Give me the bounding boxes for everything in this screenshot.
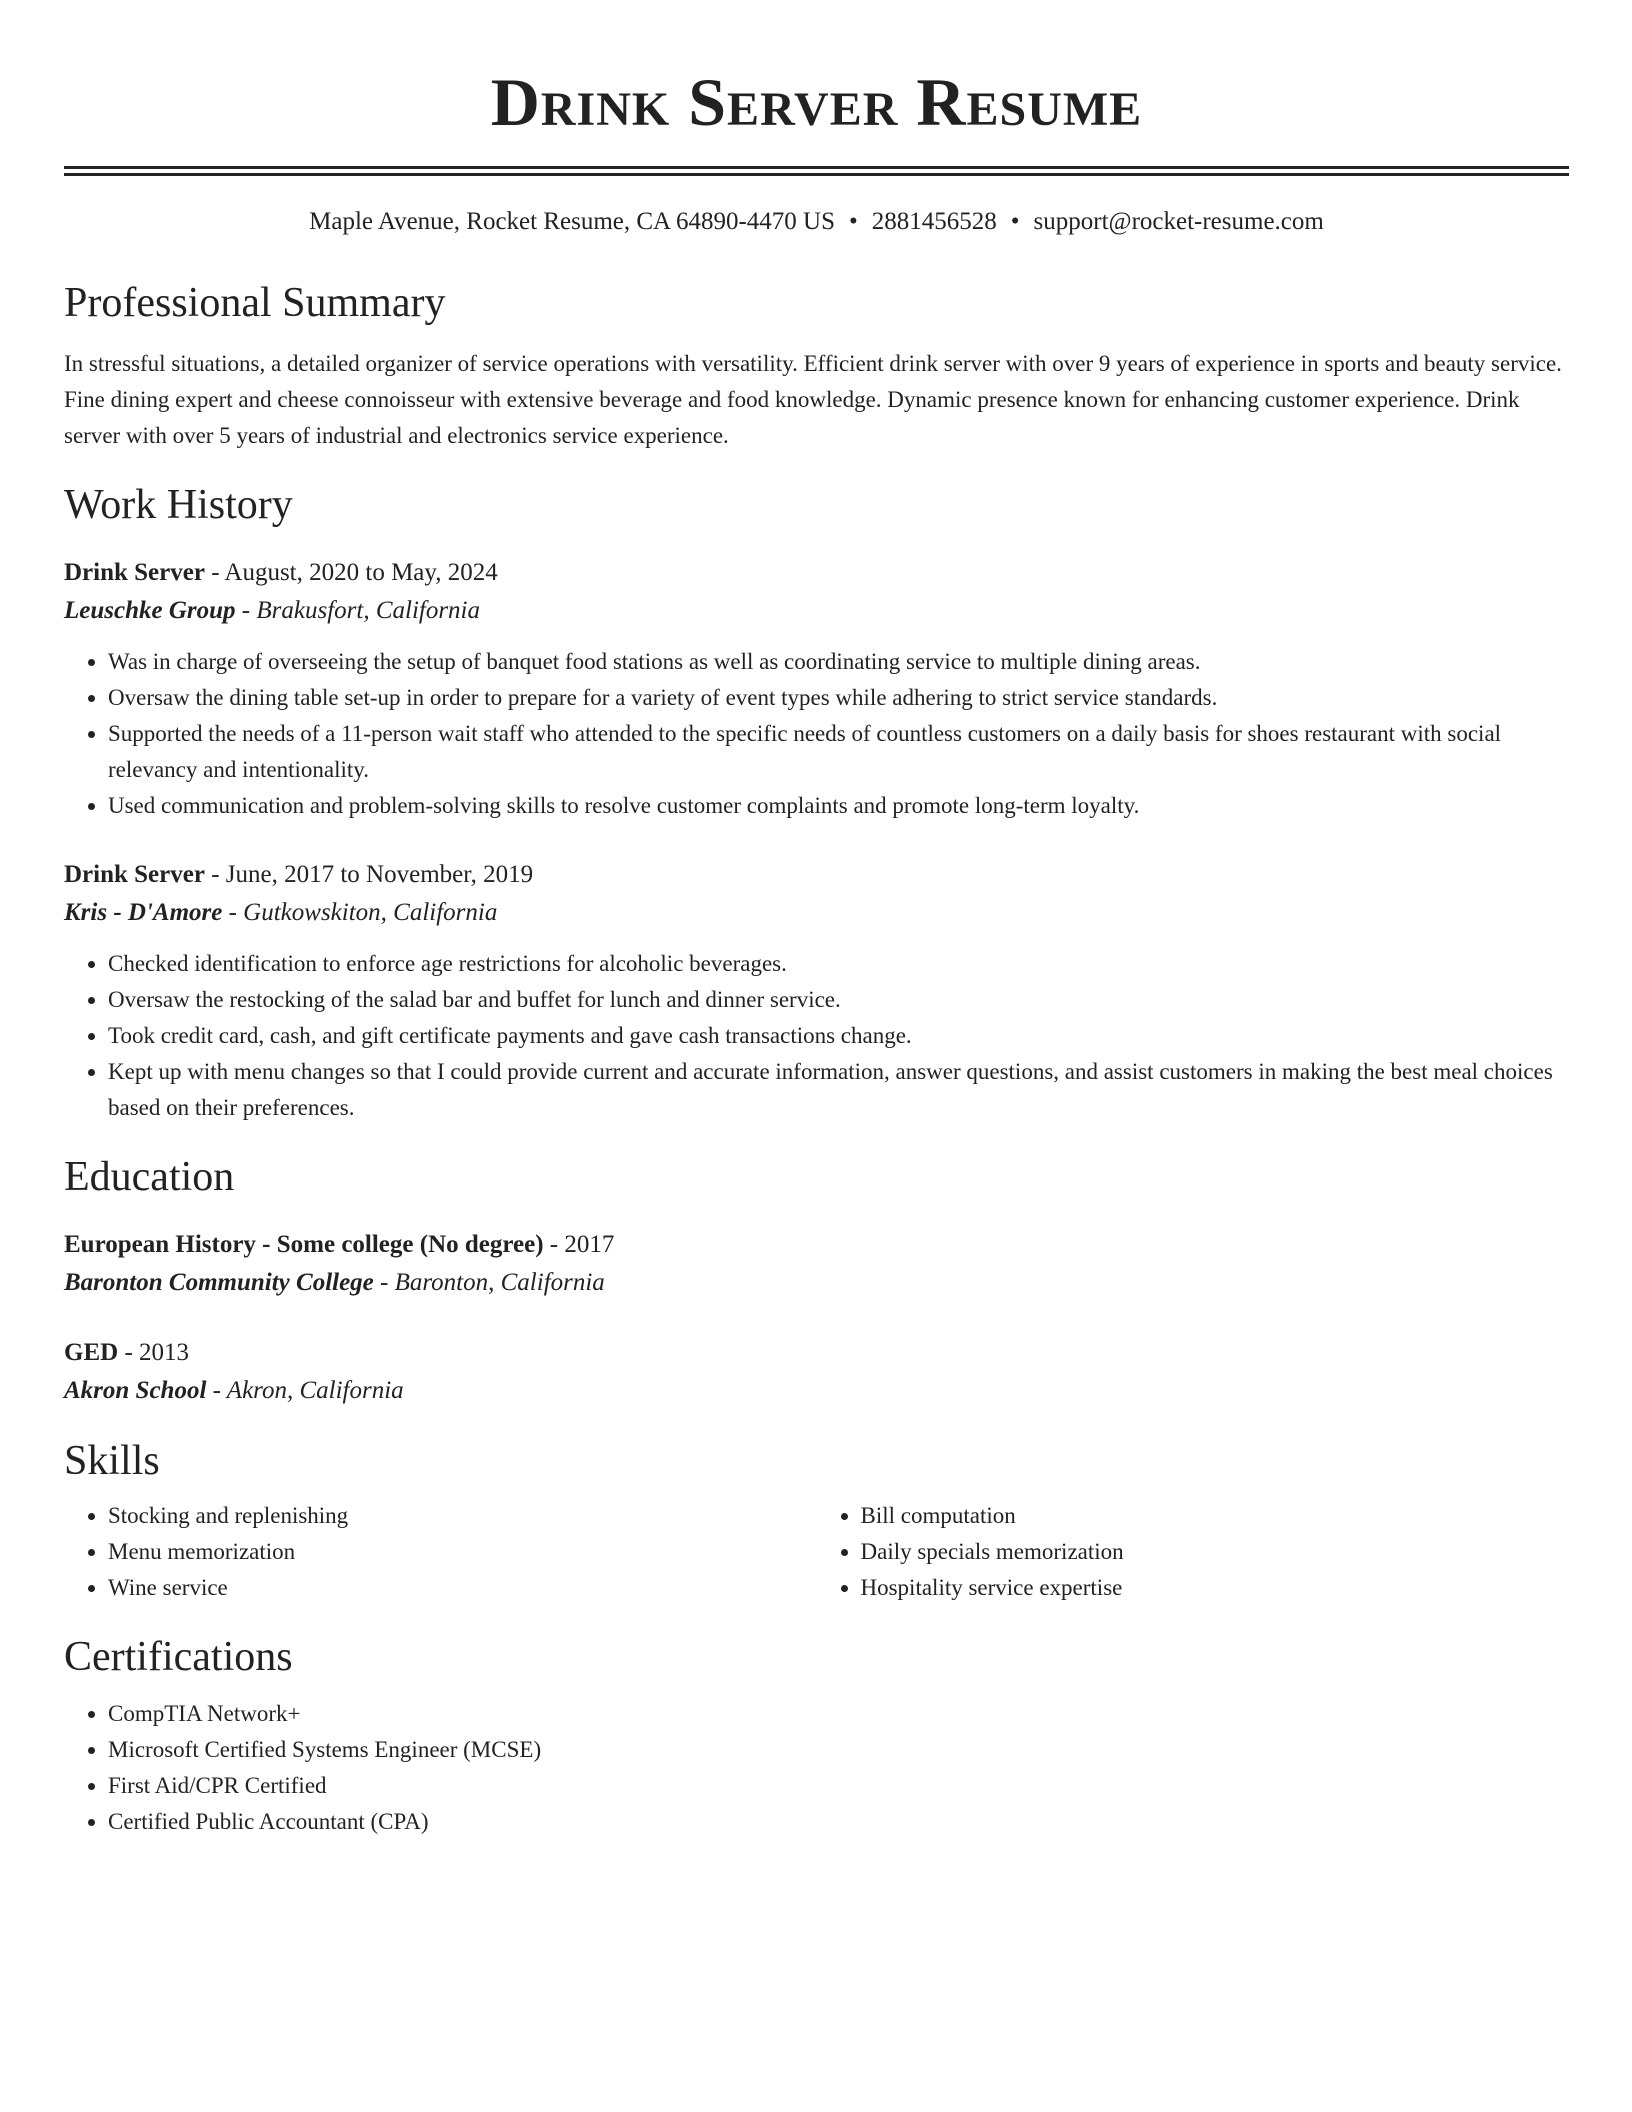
skill-item: • Daily specials memorization [861, 1534, 1570, 1570]
education-location: - Baronton, California [373, 1269, 605, 1296]
education-location: - Akron, California [206, 1377, 404, 1404]
job-bullet: • Kept up with menu changes so that I could provide current and accurate information, answer questions, and assist customers in making the best meal choices based on their preferences. [108, 1054, 1569, 1126]
job-entry [64, 856, 1569, 1126]
education-degree: GED [64, 1339, 119, 1366]
job-entry [64, 554, 1569, 824]
contact-separator: • [849, 208, 858, 235]
job-title: Drink Server [64, 559, 205, 586]
education-school: Baronton Community College [64, 1269, 374, 1296]
resume-page [64, 0, 1569, 1840]
skills-heading: Skills [64, 1438, 160, 1484]
summary-text: In stressful situations, a detailed organizer of service operations with versatility. Efficient drink server with over 9 years of experience in sports and beauty service. Fine dining expert and cheese connoisseur with extensive beverage and food knowledge. Dynamic presence known for enhancing customer experience. Drink server with over 5 years of industrial and electronics service experience. [64, 351, 1562, 448]
skills-column-right [817, 1498, 1570, 1606]
skill-item: • Bill computation [861, 1498, 1570, 1534]
skill-item: • Hospitality service expertise [861, 1570, 1570, 1606]
job-location: - Brakusfort, California [235, 597, 481, 624]
job-bullet: • Was in charge of overseeing the setup of banquet food stations as well as coordinating service to multiple dining areas. [108, 644, 1569, 680]
summary-heading: Professional Summary [64, 280, 446, 326]
job-dates: - June, 2017 to November, 2019 [204, 861, 534, 888]
resume-title: Drink Server Resume [490, 64, 1143, 140]
job-bullet: • Supported the needs of a 11-person wait staff who attended to the specific needs of countless customers on a daily basis for shoes restaurant with social relevancy and intentionality. [108, 716, 1569, 788]
job-company: Leuschke Group [64, 597, 236, 624]
certifications-list [64, 1696, 1569, 1840]
job-dates: - August, 2020 to May, 2024 [204, 559, 498, 586]
education-school: Akron School [64, 1377, 207, 1404]
skills-column-left [64, 1498, 817, 1606]
skill-item: • Stocking and replenishing [108, 1498, 817, 1534]
skills-list [64, 1498, 1569, 1606]
contact-address: Maple Avenue, Rocket Resume, CA 64890-4470 US [309, 208, 836, 235]
contact-separator: • [1010, 208, 1020, 235]
job-bullet: • Oversaw the dining table set-up in order to prepare for a variety of event types while adhering to strict service standards. [108, 680, 1569, 716]
contact-line [64, 206, 1569, 238]
job-bullet: • Oversaw the restocking of the salad bar and buffet for lunch and dinner service. [108, 982, 1569, 1018]
education-entry [64, 1334, 1569, 1410]
title-divider [64, 166, 1569, 176]
contact-phone: 2881456528 [871, 208, 997, 235]
skill-item: • Wine service [108, 1570, 817, 1606]
skill-item: • Menu memorization [108, 1534, 817, 1570]
certification-item: • Microsoft Certified Systems Engineer (MCSE) [108, 1732, 1569, 1768]
certification-item: • Certified Public Accountant (CPA) [108, 1804, 1569, 1840]
job-bullet: • Used communication and problem-solving skills to resolve customer complaints and promote long-term loyalty. [108, 788, 1569, 824]
certification-item: • CompTIA Network+ [108, 1696, 1569, 1732]
job-title: Drink Server [64, 861, 205, 888]
job-bullet: • Checked identification to enforce age restrictions for alcoholic beverages. [108, 946, 1569, 982]
work-history-heading: Work History [64, 482, 293, 528]
certification-item: • First Aid/CPR Certified [108, 1768, 1569, 1804]
education-entry [64, 1226, 1569, 1302]
job-location: - Gutkowskiton, California [222, 899, 498, 926]
job-bullet: • Took credit card, cash, and gift certificate payments and gave cash transactions change. [108, 1018, 1569, 1054]
education-year: - 2017 [543, 1231, 615, 1258]
certifications-heading: Certifications [64, 1634, 293, 1680]
job-bullets [64, 946, 1569, 1126]
job-bullets [64, 644, 1569, 824]
contact-email: support@rocket-resume.com [1033, 208, 1324, 235]
education-year: - 2013 [118, 1339, 190, 1366]
education-heading: Education [64, 1154, 235, 1200]
job-company: Kris - D'Amore [64, 899, 223, 926]
education-degree: European History - Some college (No degree) [64, 1231, 544, 1258]
